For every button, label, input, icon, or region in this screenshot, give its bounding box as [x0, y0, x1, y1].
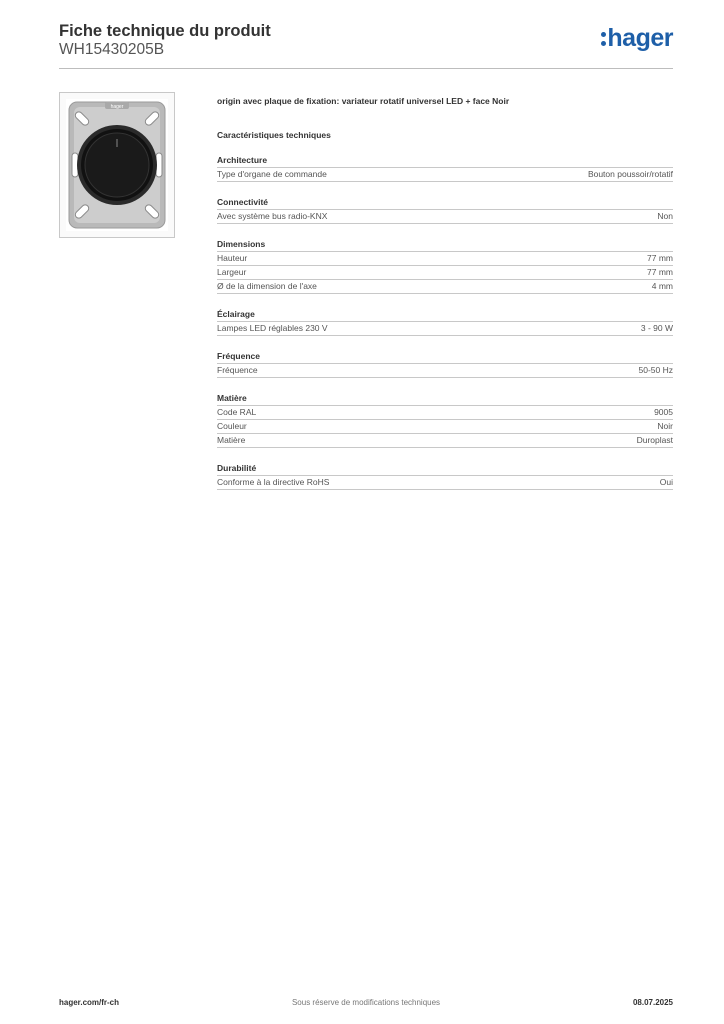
product-image — [59, 92, 175, 238]
spec-group-title: Durabilité — [217, 462, 673, 476]
spec-group-title: Connectivité — [217, 196, 673, 210]
spec-group-material — [217, 392, 673, 448]
spec-label: Type d'organe de commande — [217, 169, 327, 179]
page-header — [59, 20, 673, 70]
spec-label: Hauteur — [217, 253, 248, 263]
spec-group-frequency — [217, 350, 673, 378]
spec-row — [217, 210, 673, 224]
spec-value: Bouton poussoir/rotatif — [587, 169, 673, 179]
product-description: origin avec plaque de fixation: variateur rotatif universel LED + face Noir — [217, 96, 510, 106]
spec-group-title: Éclairage — [217, 308, 673, 322]
spec-value: 3 - 90 W — [640, 323, 673, 333]
spec-value: 77 mm — [647, 267, 673, 277]
page-title: Fiche technique du produit — [59, 22, 271, 40]
spec-value: Noir — [657, 421, 673, 431]
spec-row — [217, 252, 673, 266]
spec-row — [217, 322, 673, 336]
spec-group-architecture — [217, 154, 673, 182]
logo-text: hager — [607, 24, 673, 52]
spec-label: Couleur — [217, 421, 247, 431]
spec-value: 77 mm — [647, 253, 673, 263]
logo-dots-icon — [601, 28, 607, 48]
spec-group-lighting — [217, 308, 673, 336]
spec-group-title: Architecture — [217, 154, 673, 168]
spec-label: Ø de la dimension de l'axe — [217, 281, 317, 291]
spec-value: 4 mm — [651, 281, 673, 291]
spec-value: Non — [657, 211, 673, 221]
spec-label: Largeur — [217, 267, 247, 277]
spec-row — [217, 420, 673, 434]
spec-group-title: Fréquence — [217, 350, 673, 364]
spec-label: Code RAL — [217, 407, 257, 417]
spec-group-title: Dimensions — [217, 238, 673, 252]
spec-row — [217, 266, 673, 280]
spec-row — [217, 406, 673, 420]
spec-group-connectivity — [217, 196, 673, 224]
spec-value: 9005 — [654, 407, 673, 417]
spec-value: 50-50 Hz — [638, 365, 673, 375]
footer-site-link[interactable]: hager.com/fr-ch — [59, 998, 120, 1007]
spec-row — [217, 476, 673, 490]
spec-group-dimensions — [217, 238, 673, 294]
dimmer-illustration-icon — [60, 93, 174, 237]
footer-note: Sous réserve de modifications techniques — [291, 998, 441, 1007]
specs-heading: Caractéristiques techniques — [217, 130, 331, 140]
spec-content — [217, 96, 673, 490]
spec-label: Fréquence — [217, 365, 258, 375]
product-code: WH15430205B — [59, 41, 165, 58]
footer-date: 08.07.2025 — [632, 998, 673, 1007]
spec-label: Avec système bus radio-KNX — [217, 211, 328, 221]
spec-label: Matière — [217, 435, 246, 445]
spec-row — [217, 280, 673, 294]
hager-logo — [601, 24, 673, 53]
spec-label: Lampes LED réglables 230 V — [217, 323, 328, 333]
spec-group-title: Matière — [217, 392, 673, 406]
spec-value: Oui — [659, 477, 673, 487]
svg-text:hager: hager — [110, 104, 124, 110]
spec-row — [217, 364, 673, 378]
spec-row — [217, 434, 673, 448]
header-divider — [59, 68, 673, 69]
spec-row — [217, 168, 673, 182]
spec-label: Conforme à la directive RoHS — [217, 477, 330, 487]
spec-group-durability — [217, 462, 673, 490]
spec-value: Duroplast — [636, 435, 673, 445]
